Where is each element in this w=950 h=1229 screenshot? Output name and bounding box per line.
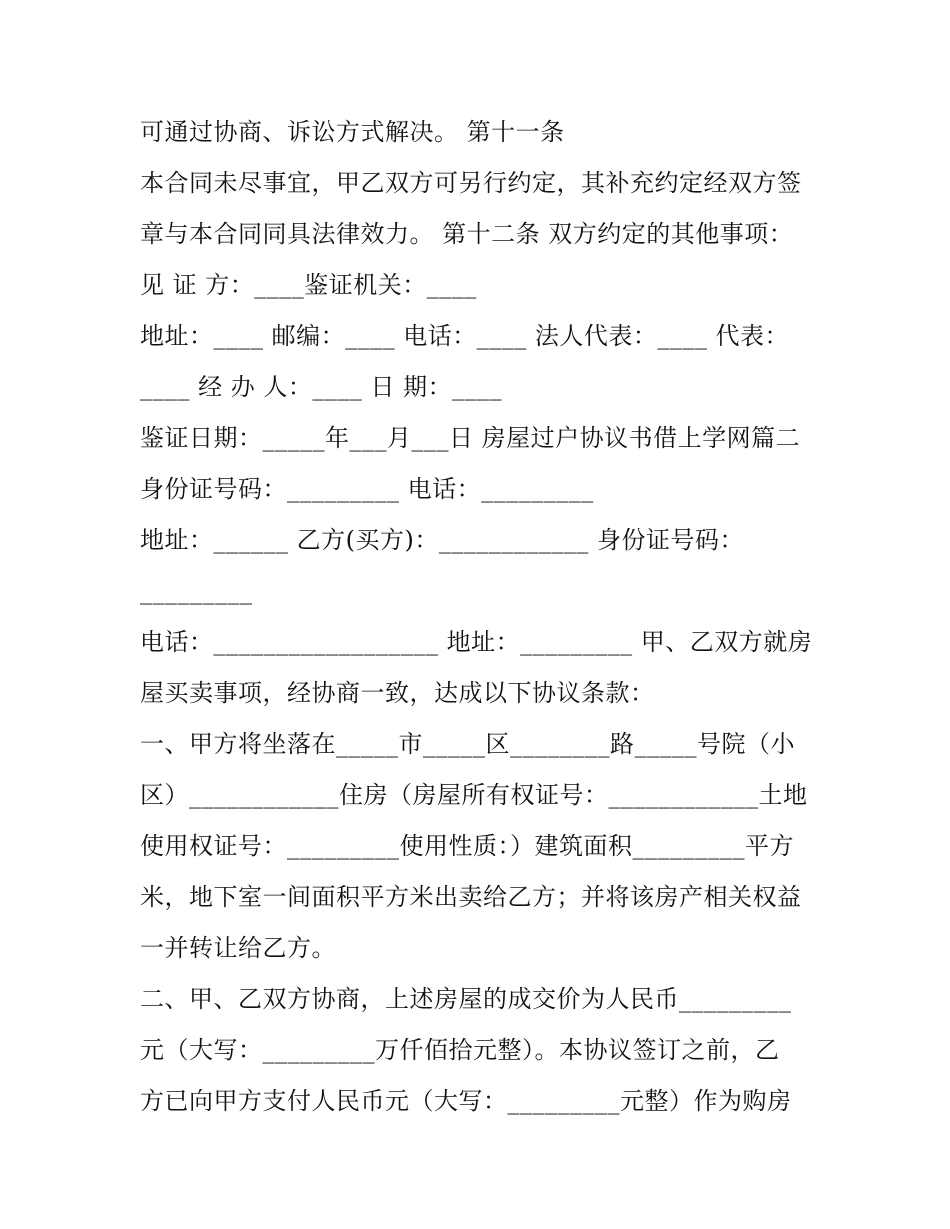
text-line: 区）____________住房（房屋所有权证号：____________土地 (140, 781, 808, 809)
text-line: 二、甲、乙双方协商，上述房屋的成交价为人民币_________ (140, 985, 792, 1013)
text-line: 地址：____ 邮编：____ 电话：____ 法人代表：____ 代表： (140, 322, 790, 350)
text-line: 章与本合同同具法律效力。 第十二条 双方约定的其他事项： (140, 220, 794, 248)
text-line: _________ (140, 577, 253, 605)
text-line: 地址：______ 乙方(买方)：____________ 身份证号码： (140, 526, 744, 554)
text-line: 元（大写：_________万仟佰拾元整）。本协议签订之前，乙 (140, 1036, 780, 1064)
text-line: ____ 经 办 人：____ 日 期：____ (140, 373, 503, 401)
text-line: 使用权证号：_________使用性质：）建筑面积_________平方 (140, 832, 794, 860)
text-line: 可通过协商、诉讼方式解决。 第十一条 (140, 118, 565, 146)
document-body (140, 107, 820, 1127)
text-line: 身份证号码：_________ 电话：_________ (140, 475, 594, 503)
text-line: 一、甲方将坐落在_____市_____区________路_____号院（小 (140, 730, 795, 758)
text-line: 屋买卖事项，经协商一致，达成以下协议条款： (140, 679, 655, 707)
text-line: 电话：__________________ 地址：_________ 甲、乙双方就房 (140, 628, 813, 656)
text-line: 本合同未尽事宜，甲乙双方可另行约定，其补充约定经双方签 (140, 169, 802, 197)
text-line: 方已向甲方支付人民币元（大写：_________元整）作为购房 (140, 1087, 792, 1115)
text-line: 见 证 方：____鉴证机关：____ (140, 271, 477, 299)
text-line: 米，地下室一间面积平方米出卖给乙方；并将该房产相关权益 (140, 883, 802, 911)
text-line: 一并转让给乙方。 (140, 934, 336, 962)
text-line: 鉴证日期：_____年___月___日 房屋过户协议书借上学网篇二 (140, 424, 801, 452)
